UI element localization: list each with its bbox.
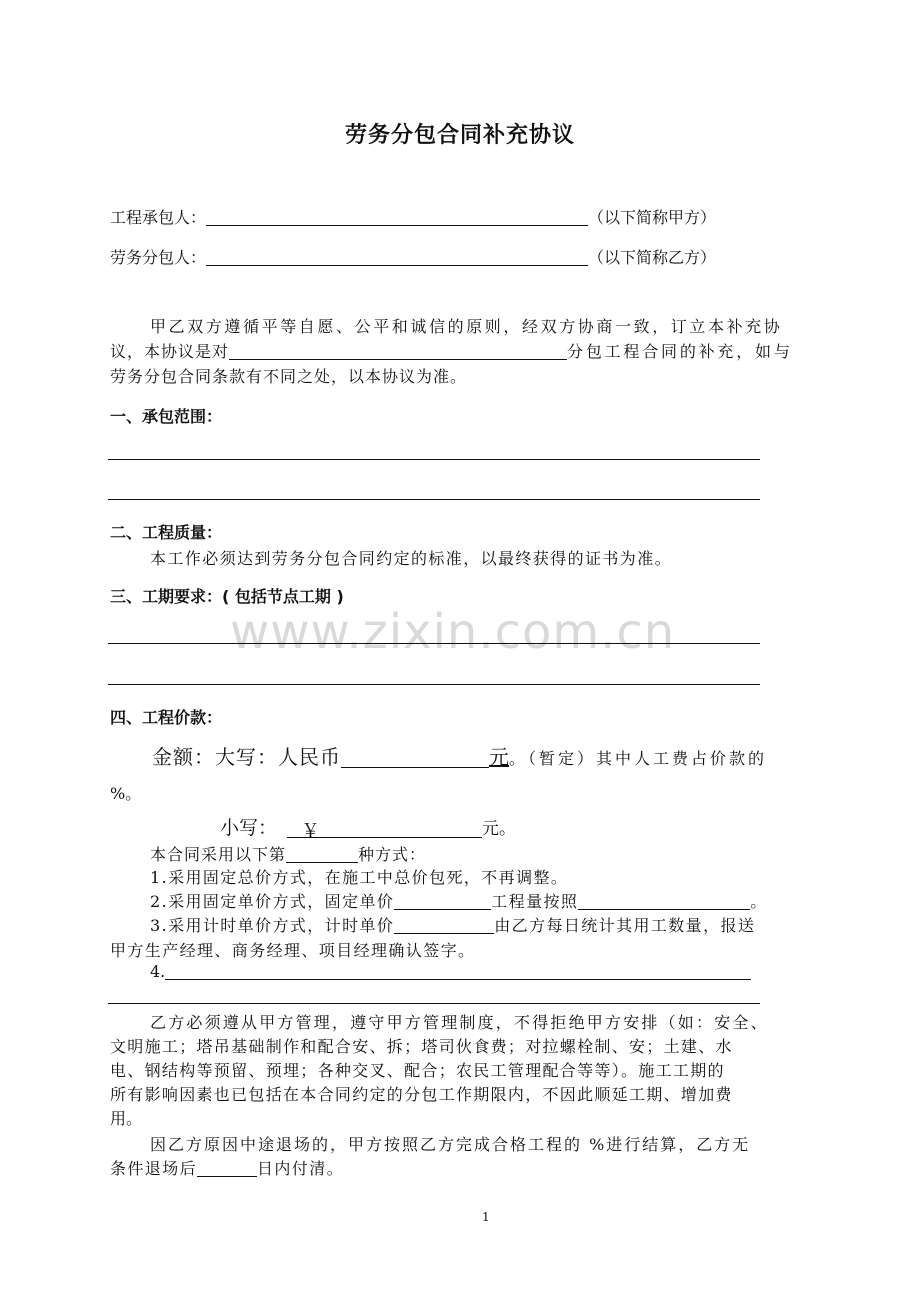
yen-symbol: ￥ [301,820,321,842]
amount-prefix: 金额：大写：人民币 [152,745,341,769]
method-3-suffix: 由乙方每日统计其用工数量，报送 [494,916,756,935]
small-amount-yuan: 元。 [482,819,517,839]
exit-line-2-prefix: 条件退场后 [110,1159,198,1178]
intro-line-1: 甲乙双方遵循平等自愿、公平和诚信的原则，经双方协商一致，订立本补充协 [150,317,783,336]
page-title: 劳务分包合同补充协议 [344,122,575,148]
section-scope-heading: 一、承包范围： [110,407,223,426]
intro-line-2-suffix: 分包工程合同的补充，如与 [567,342,793,361]
intro-line-2 [110,339,793,362]
method-3-line-2: 甲方生产经理、商务经理、项目经理确认签字。 [110,941,476,960]
management-line-4: 所有影响因素也已包括在本合同约定的分包工作期限内，不因此顺延工期、增加费 [110,1085,733,1104]
method-4-blank-line-2 [108,1003,760,1004]
management-line-2: 文明施工；塔吊基础制作和配合安、拆；塔司伙食费；对拉螺栓制、安；土建、水 [110,1037,733,1056]
amount-percent: %。 [110,784,142,803]
exit-line-2-suffix: 日内付清。 [257,1159,345,1178]
quantity-basis-blank [578,893,750,910]
method-suffix: 种方式： [358,845,427,864]
contractor-suffix: （以下简称甲方） [588,208,717,227]
section-quality-heading: 二、工程质量： [110,523,223,542]
subcontractor-blank [206,249,588,266]
scope-blank-line-2 [108,499,760,500]
amount-line [152,741,767,770]
subcontractor-label: 劳务分包人： [110,248,207,267]
watermark: www.zixin.com.cn [230,604,676,660]
contractor-line [110,205,716,228]
management-line-1: 乙方必须遵从甲方管理，遵守甲方管理制度，不得拒绝甲方安排（如：安全、 [150,1013,769,1032]
amount-after: 。（暂定）其中人工费占价款的 [509,749,768,768]
schedule-blank-line-2 [108,684,760,685]
method-2-end: 。 [750,892,768,911]
method-4 [150,962,751,981]
quality-text: 本工作必须达到劳务分包合同约定的标准，以最终获得的证书为准。 [150,549,673,568]
small-amount-label: 小写： [220,817,278,839]
method-2 [150,889,768,912]
schedule-blank-line-1 [108,643,760,644]
section-schedule-heading: 三、工期要求：( 包括节点工期 ) [110,587,344,606]
small-amount-line [220,813,516,840]
method-4-blank [165,963,751,980]
method-line [150,842,426,865]
amount-words-blank [341,747,489,768]
hourly-price-blank [394,917,494,934]
intro-line-3: 劳务分包合同条款有不同之处，以本协议为准。 [110,367,468,386]
method-1: 1.采用固定总价方式，在施工中总价包死，不再调整。 [150,868,569,887]
scope-blank-line-1 [108,459,760,460]
page-number: 1 [482,1210,490,1224]
method-2-prefix: 2.采用固定单价方式，固定单价 [150,892,395,911]
unit-price-blank [394,893,491,910]
intro-line-2-prefix: 议，本协议是对 [110,342,230,361]
method-3 [150,913,755,936]
management-line-3: 电、钢结构等预留、预埋；各种交叉、配合；农民工管理配合等等）。施工工期的 [110,1061,725,1080]
method-prefix: 本合同采用以下第 [150,845,287,864]
small-amount-blank [287,818,482,842]
method-blank [286,846,358,863]
method-4-label: 4. [150,962,166,981]
method-2-mid: 工程量按照 [491,892,579,911]
amount-yuan: 元 [489,745,509,769]
exit-line-2 [110,1156,344,1179]
subcontractor-suffix: （以下简称乙方） [588,248,717,267]
subcontractor-line [110,245,716,268]
management-line-5: 用。 [110,1109,143,1128]
days-blank [197,1160,257,1177]
contractor-blank [206,209,588,226]
contractor-label: 工程承包人： [110,208,207,227]
method-3-prefix: 3.采用计时单价方式，计时单价 [150,916,395,935]
section-price-heading: 四、工程价款： [110,708,223,727]
project-name-blank [229,343,567,360]
exit-line-1: 因乙方原因中途退场的，甲方按照乙方完成合格工程的 %进行结算，乙方无 [150,1135,751,1154]
